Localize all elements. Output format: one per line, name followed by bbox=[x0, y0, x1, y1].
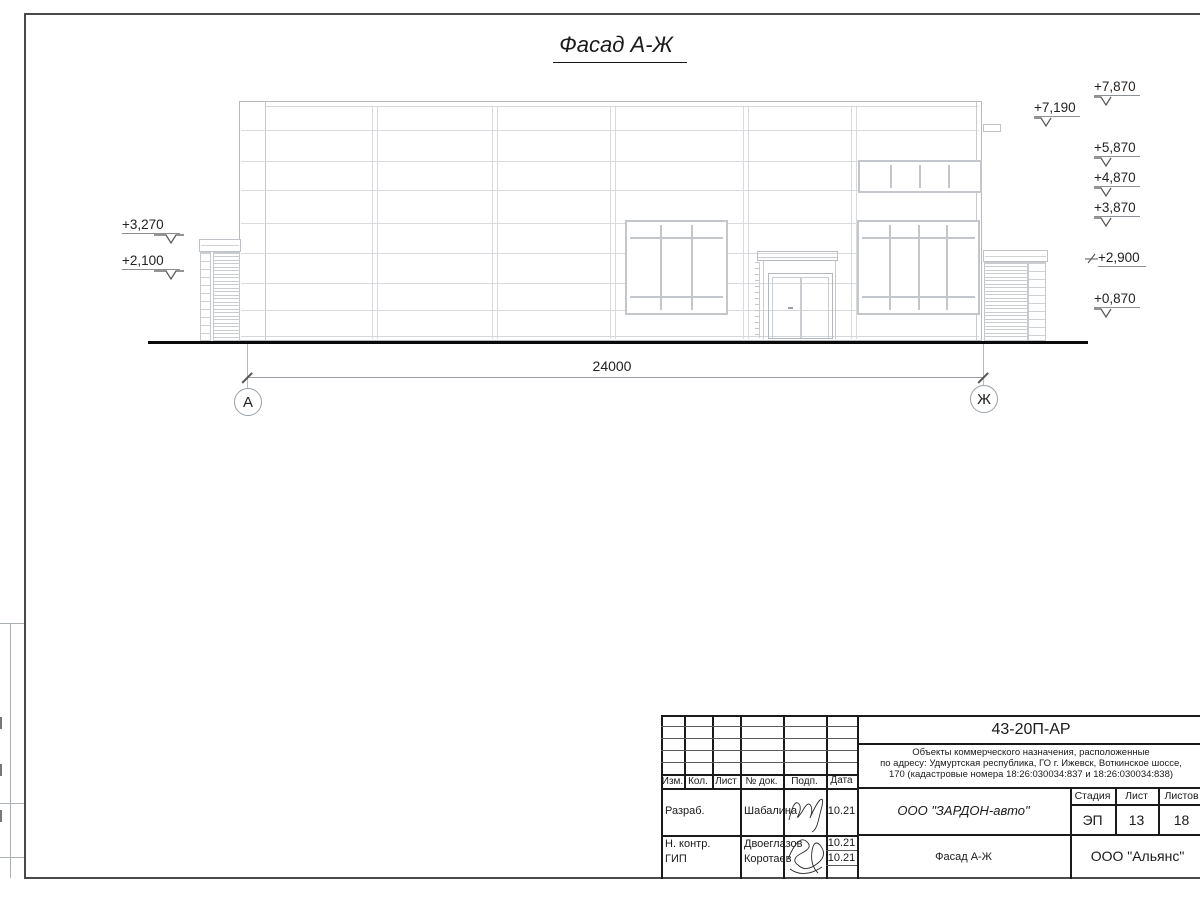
tb-line bbox=[857, 743, 1200, 745]
entrance-door bbox=[768, 273, 833, 339]
louver-cap-right bbox=[983, 250, 1048, 262]
window-pane bbox=[693, 239, 723, 296]
sheets-value: 18 bbox=[1173, 812, 1190, 828]
sheet-value: 13 bbox=[1128, 812, 1145, 828]
elevation-arrow-icon bbox=[154, 270, 184, 280]
entrance-canopy bbox=[757, 251, 838, 261]
doc-number: 43-20П-АР bbox=[991, 721, 1071, 738]
elevation-arrow-icon bbox=[1094, 187, 1116, 197]
side-table-line bbox=[10, 623, 11, 878]
tb-line bbox=[661, 715, 663, 879]
elevation-arrow-icon bbox=[1094, 96, 1116, 106]
col-kol: Кол. bbox=[688, 776, 708, 787]
elevation-value: +2,900 bbox=[1098, 250, 1140, 265]
col-data: Дата bbox=[830, 775, 853, 786]
window-pane bbox=[921, 165, 948, 188]
elevation-mark bbox=[122, 254, 182, 280]
sheet-title: Фасад А-Ж bbox=[935, 851, 992, 863]
tb-line bbox=[740, 715, 742, 879]
tb-line bbox=[661, 738, 857, 739]
axis-label: Ж bbox=[977, 390, 991, 408]
door-handle bbox=[788, 307, 793, 309]
window-pane bbox=[662, 239, 692, 296]
elevation-mark bbox=[1098, 251, 1164, 267]
elevation-value: +3,270 bbox=[122, 217, 164, 232]
side-table-line bbox=[0, 857, 24, 858]
entrance-jamb bbox=[835, 261, 836, 339]
client-name: ООО "ЗАРДОН-авто" bbox=[897, 803, 1030, 818]
frame-left bbox=[24, 13, 26, 879]
stage-label: Стадия bbox=[1074, 790, 1111, 802]
col-list: Лист bbox=[715, 776, 737, 787]
elevation-value: +3,870 bbox=[1094, 200, 1136, 215]
tb-line bbox=[661, 750, 857, 751]
elevation-arrow-icon bbox=[1034, 117, 1056, 127]
sheets-label: Листов bbox=[1164, 790, 1199, 802]
row-role: Н. контр. bbox=[665, 838, 711, 850]
elevation-mark bbox=[1094, 80, 1154, 106]
elevation-arrow-icon bbox=[1084, 253, 1100, 264]
elevation-value: +2,100 bbox=[122, 253, 164, 268]
row-role: ГИП bbox=[665, 853, 687, 865]
row-date: 10.21 bbox=[827, 852, 856, 864]
louver-cap-left bbox=[199, 239, 241, 252]
page-title bbox=[490, 32, 750, 63]
elevation-mark bbox=[1094, 292, 1154, 318]
axis-label: А bbox=[242, 393, 253, 411]
col-izm: Изм. bbox=[661, 776, 684, 787]
tb-line bbox=[826, 850, 857, 851]
elevation-value: +7,870 bbox=[1094, 79, 1136, 94]
panel-joint bbox=[492, 107, 498, 339]
elevation-mark bbox=[1094, 171, 1154, 197]
project-line: Объекты коммерческого назначения, расположенные bbox=[912, 747, 1150, 758]
tb-line bbox=[857, 834, 1200, 836]
window-band-upper bbox=[858, 160, 982, 193]
axis-bubble-a bbox=[234, 388, 262, 416]
window-pane bbox=[948, 225, 975, 237]
window-pane bbox=[862, 225, 889, 237]
panel-joint bbox=[372, 107, 378, 339]
sheet-label: Лист bbox=[1125, 790, 1148, 802]
dimension-line bbox=[247, 377, 983, 378]
window-pane bbox=[630, 298, 660, 310]
window-pane bbox=[862, 298, 889, 310]
dimension-text: 24000 bbox=[592, 358, 632, 374]
window-pane bbox=[862, 239, 889, 296]
elevation-mark bbox=[1094, 141, 1154, 167]
ladder-strip-right bbox=[1028, 262, 1046, 341]
row-name: Шабалина bbox=[744, 805, 798, 817]
panel-joint bbox=[743, 107, 749, 339]
window-pane bbox=[950, 165, 977, 188]
elevation-value: +0,870 bbox=[1094, 291, 1136, 306]
ground-line bbox=[148, 341, 1088, 344]
window-pane bbox=[920, 225, 947, 237]
frame-bottom bbox=[24, 877, 1200, 879]
side-table-line bbox=[0, 803, 24, 804]
row-name: Двоеглазов bbox=[744, 838, 803, 850]
roof-ledge bbox=[983, 124, 1001, 132]
panel-joint bbox=[610, 107, 616, 339]
elevation-value: +5,870 bbox=[1094, 140, 1136, 155]
elevation-mark bbox=[1094, 201, 1154, 227]
signature bbox=[784, 833, 828, 879]
window-pane bbox=[948, 298, 975, 310]
extension-line bbox=[247, 344, 248, 388]
axis-bubble-zh bbox=[970, 385, 998, 413]
organization: ООО "Альянс" bbox=[1090, 848, 1185, 864]
tb-line bbox=[661, 715, 1200, 717]
window-pane bbox=[920, 298, 947, 310]
tb-line bbox=[661, 762, 857, 763]
elevation-arrow-icon bbox=[1094, 217, 1116, 227]
window-pane bbox=[891, 239, 918, 296]
window-pane bbox=[630, 225, 660, 237]
stage-value: ЭП bbox=[1082, 812, 1103, 828]
louver-panel-left bbox=[213, 252, 240, 341]
row-date: 10.21 bbox=[827, 805, 856, 817]
side-table-text-fragment bbox=[0, 717, 2, 729]
window-pane bbox=[630, 239, 660, 296]
elevation-mark bbox=[1034, 101, 1094, 127]
louver-panel-right bbox=[984, 262, 1028, 341]
extension-line bbox=[983, 344, 984, 385]
tb-line bbox=[1070, 804, 1200, 806]
window-pane bbox=[863, 165, 890, 188]
window-right bbox=[857, 220, 980, 315]
elevation-arrow-icon bbox=[154, 234, 184, 244]
corner-strip-left bbox=[265, 102, 266, 340]
tb-line bbox=[661, 788, 857, 790]
window-pane bbox=[662, 298, 692, 310]
side-table-text-fragment bbox=[0, 764, 2, 776]
door-mullion bbox=[800, 277, 802, 338]
row-date: 10.21 bbox=[827, 837, 856, 849]
page-title-text: Фасад А-Ж bbox=[553, 32, 686, 63]
window-pane bbox=[891, 298, 918, 310]
row-name: Коротаев bbox=[744, 853, 792, 865]
window-pane bbox=[892, 165, 919, 188]
side-table-line bbox=[0, 623, 24, 624]
frame-top bbox=[24, 13, 1200, 15]
elevation-arrow-icon bbox=[1094, 308, 1116, 318]
window-pane bbox=[948, 239, 975, 296]
entrance-corner-ticks bbox=[755, 262, 760, 338]
tb-line bbox=[661, 726, 857, 727]
col-doc: № док. bbox=[745, 776, 778, 787]
elevation-arrow-icon bbox=[1094, 157, 1116, 167]
elevation-value: +4,870 bbox=[1094, 170, 1136, 185]
project-line: 170 (кадастровые номера 18:26:030034:837 и 18:26:030034:838) bbox=[888, 769, 1174, 780]
tb-line bbox=[857, 787, 1200, 789]
elevation-mark bbox=[122, 218, 182, 244]
window-pane bbox=[693, 298, 723, 310]
side-table-text-fragment bbox=[0, 810, 2, 822]
entrance-jamb bbox=[763, 261, 764, 339]
window-pane bbox=[662, 225, 692, 237]
window-center bbox=[625, 220, 728, 315]
tb-line bbox=[826, 865, 857, 866]
window-pane bbox=[920, 239, 947, 296]
ladder-strip-left bbox=[200, 252, 211, 341]
row-role: Разраб. bbox=[665, 805, 705, 817]
project-line: по адресу: Удмуртская республика, ГО г. Ижевск, Воткинское шоссе, bbox=[880, 758, 1182, 769]
elevation-value: +7,190 bbox=[1034, 100, 1076, 115]
col-podp: Подп. bbox=[791, 776, 818, 787]
signature bbox=[786, 790, 826, 834]
window-pane bbox=[891, 225, 918, 237]
window-pane bbox=[693, 225, 723, 237]
